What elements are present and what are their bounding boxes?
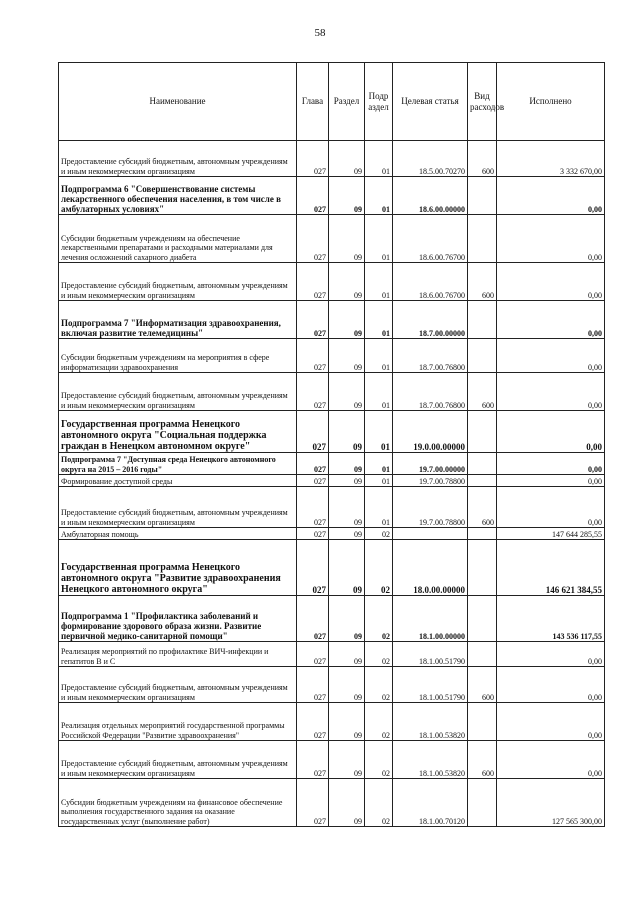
row-name: Предоставление субсидий бюджетным, автономным учреждениям и иным некоммерческим организациям bbox=[59, 263, 297, 301]
row-name: Предоставление субсидий бюджетным, автономным учреждениям и иным некоммерческим организациям bbox=[59, 667, 297, 703]
row-subsection: 01 bbox=[365, 411, 393, 453]
header-name: Наименование bbox=[59, 63, 297, 141]
table-row bbox=[59, 596, 605, 642]
row-name: Государственная программа Ненецкого автономного округа "Развитие здравоохранения Ненецкого автономного округа" bbox=[59, 540, 297, 596]
row-chapter: 027 bbox=[297, 339, 329, 373]
row-subsection: 01 bbox=[365, 475, 393, 487]
table-row bbox=[59, 540, 605, 596]
table-row bbox=[59, 215, 605, 263]
table-row bbox=[59, 642, 605, 667]
row-subsection: 02 bbox=[365, 741, 393, 779]
row-expense-type bbox=[468, 596, 497, 642]
row-name: Субсидии бюджетным учреждениям на обеспечение лекарственными препаратами и расходными материалами для лечения осложнений сахарного диабета bbox=[59, 215, 297, 263]
row-name: Формирование доступной среды bbox=[59, 475, 297, 487]
row-executed: 146 621 384,55 bbox=[497, 540, 605, 596]
row-name: Подпрограмма 1 "Профилактика заболеваний и формирование здорового образа жизни. Развитие первичной медико-санитарной помощи" bbox=[59, 596, 297, 642]
row-executed: 0,00 bbox=[497, 642, 605, 667]
row-expense-type: 600 bbox=[468, 487, 497, 528]
row-target: 18.7.00.76800 bbox=[393, 373, 468, 411]
row-target: 18.1.00.51790 bbox=[393, 642, 468, 667]
row-name: Реализация отдельных мероприятий государственной программы Российской Федерации "Развитие здравоохранения" bbox=[59, 703, 297, 741]
budget-table bbox=[58, 62, 605, 827]
row-subsection: 02 bbox=[365, 703, 393, 741]
table-row bbox=[59, 487, 605, 528]
row-section: 09 bbox=[329, 703, 365, 741]
row-section: 09 bbox=[329, 373, 365, 411]
row-executed: 0,00 bbox=[497, 411, 605, 453]
row-target: 18.5.00.70270 bbox=[393, 141, 468, 177]
row-chapter: 027 bbox=[297, 596, 329, 642]
row-chapter: 027 bbox=[297, 667, 329, 703]
table-row bbox=[59, 453, 605, 475]
table-row bbox=[59, 779, 605, 827]
header-section: Раздел bbox=[329, 63, 365, 141]
row-section: 09 bbox=[329, 528, 365, 540]
row-expense-type bbox=[468, 301, 497, 339]
row-executed: 147 644 285,55 bbox=[497, 528, 605, 540]
row-name: Субсидии бюджетным учреждениям на мероприятия в сфере информатизации здравоохранения bbox=[59, 339, 297, 373]
row-expense-type: 600 bbox=[468, 141, 497, 177]
row-chapter: 027 bbox=[297, 411, 329, 453]
table-row bbox=[59, 373, 605, 411]
row-executed: 0,00 bbox=[497, 703, 605, 741]
row-target: 19.7.00.78800 bbox=[393, 475, 468, 487]
row-section: 09 bbox=[329, 540, 365, 596]
table-row bbox=[59, 263, 605, 301]
row-executed: 0,00 bbox=[497, 263, 605, 301]
row-section: 09 bbox=[329, 642, 365, 667]
row-chapter: 027 bbox=[297, 703, 329, 741]
row-name: Предоставление субсидий бюджетным, автономным учреждениям и иным некоммерческим организациям bbox=[59, 741, 297, 779]
row-chapter: 027 bbox=[297, 301, 329, 339]
row-name: Субсидии бюджетным учреждениям на финансовое обеспечение выполнения государственного задания на оказание государственных услуг (выполнение работ) bbox=[59, 779, 297, 827]
header-subsection bbox=[365, 63, 393, 141]
row-target: 18.6.00.76700 bbox=[393, 215, 468, 263]
page-number: 58 bbox=[314, 27, 326, 39]
row-section: 09 bbox=[329, 741, 365, 779]
row-section: 09 bbox=[329, 779, 365, 827]
header-subsection-text: Подраздел bbox=[368, 90, 389, 112]
table-row bbox=[59, 301, 605, 339]
row-chapter: 027 bbox=[297, 528, 329, 540]
row-section: 09 bbox=[329, 215, 365, 263]
row-subsection: 02 bbox=[365, 528, 393, 540]
table-row bbox=[59, 475, 605, 487]
table-row bbox=[59, 411, 605, 453]
table-header-row bbox=[59, 63, 605, 141]
row-executed: 3 332 670,00 bbox=[497, 141, 605, 177]
row-executed: 0,00 bbox=[497, 177, 605, 215]
row-expense-type bbox=[468, 453, 497, 475]
row-name: Реализация мероприятий по профилактике ВИЧ-инфекции и гепатитов В и С bbox=[59, 642, 297, 667]
row-chapter: 027 bbox=[297, 453, 329, 475]
row-section: 09 bbox=[329, 177, 365, 215]
table-row bbox=[59, 339, 605, 373]
row-expense-type bbox=[468, 339, 497, 373]
row-chapter: 027 bbox=[297, 475, 329, 487]
row-target: 19.0.00.00000 bbox=[393, 411, 468, 453]
header-chapter: Глава bbox=[297, 63, 329, 141]
row-executed: 143 536 117,55 bbox=[497, 596, 605, 642]
row-target: 19.7.00.00000 bbox=[393, 453, 468, 475]
row-section: 09 bbox=[329, 487, 365, 528]
row-target: 18.1.00.00000 bbox=[393, 596, 468, 642]
row-expense-type: 600 bbox=[468, 263, 497, 301]
row-target: 18.0.00.00000 bbox=[393, 540, 468, 596]
row-subsection: 02 bbox=[365, 642, 393, 667]
row-subsection: 01 bbox=[365, 339, 393, 373]
row-name: Подпрограмма 6 "Совершенствование системы лекарственного обеспечения населения, в том числе в амбулаторных условиях" bbox=[59, 177, 297, 215]
row-executed: 0,00 bbox=[497, 339, 605, 373]
table-row bbox=[59, 528, 605, 540]
row-subsection: 01 bbox=[365, 487, 393, 528]
row-expense-type bbox=[468, 540, 497, 596]
row-expense-type bbox=[468, 528, 497, 540]
row-target: 18.6.00.00000 bbox=[393, 177, 468, 215]
row-expense-type bbox=[468, 642, 497, 667]
row-chapter: 027 bbox=[297, 779, 329, 827]
header-expense-type: Вид расходов bbox=[468, 63, 497, 141]
header-executed: Исполнено bbox=[497, 63, 605, 141]
row-expense-type: 600 bbox=[468, 667, 497, 703]
row-subsection: 01 bbox=[365, 141, 393, 177]
row-section: 09 bbox=[329, 141, 365, 177]
row-name: Амбулаторная помощь bbox=[59, 528, 297, 540]
row-subsection: 01 bbox=[365, 177, 393, 215]
row-executed: 0,00 bbox=[497, 215, 605, 263]
row-name: Государственная программа Ненецкого автономного округа "Социальная поддержка граждан в Ненецком автономном округе" bbox=[59, 411, 297, 453]
row-expense-type bbox=[468, 215, 497, 263]
row-chapter: 027 bbox=[297, 642, 329, 667]
row-section: 09 bbox=[329, 475, 365, 487]
table-row bbox=[59, 177, 605, 215]
row-chapter: 027 bbox=[297, 487, 329, 528]
row-expense-type: 600 bbox=[468, 741, 497, 779]
table-row bbox=[59, 703, 605, 741]
row-section: 09 bbox=[329, 453, 365, 475]
row-chapter: 027 bbox=[297, 141, 329, 177]
row-executed: 0,00 bbox=[497, 373, 605, 411]
row-section: 09 bbox=[329, 339, 365, 373]
row-chapter: 027 bbox=[297, 373, 329, 411]
row-executed: 0,00 bbox=[497, 667, 605, 703]
row-name: Подпрограмма 7 "Информатизация здравоохранения, включая развитие телемедицины" bbox=[59, 301, 297, 339]
row-executed: 0,00 bbox=[497, 741, 605, 779]
header-target: Целевая статья bbox=[393, 63, 468, 141]
row-subsection: 01 bbox=[365, 301, 393, 339]
row-subsection: 02 bbox=[365, 667, 393, 703]
row-subsection: 02 bbox=[365, 540, 393, 596]
table-row bbox=[59, 141, 605, 177]
row-target: 18.1.00.51790 bbox=[393, 667, 468, 703]
row-chapter: 027 bbox=[297, 540, 329, 596]
row-expense-type bbox=[468, 703, 497, 741]
row-executed: 0,00 bbox=[497, 301, 605, 339]
row-name: Предоставление субсидий бюджетным, автономным учреждениям и иным некоммерческим организациям bbox=[59, 487, 297, 528]
row-target: 18.7.00.76800 bbox=[393, 339, 468, 373]
row-executed: 0,00 bbox=[497, 453, 605, 475]
row-target bbox=[393, 528, 468, 540]
row-chapter: 027 bbox=[297, 741, 329, 779]
row-subsection: 02 bbox=[365, 596, 393, 642]
row-subsection: 01 bbox=[365, 453, 393, 475]
row-section: 09 bbox=[329, 263, 365, 301]
row-expense-type bbox=[468, 779, 497, 827]
row-section: 09 bbox=[329, 301, 365, 339]
row-name: Предоставление субсидий бюджетным, автономным учреждениям и иным некоммерческим организациям bbox=[59, 141, 297, 177]
row-subsection: 02 bbox=[365, 779, 393, 827]
row-expense-type: 600 bbox=[468, 373, 497, 411]
row-target: 18.6.00.76700 bbox=[393, 263, 468, 301]
row-executed: 127 565 300,00 bbox=[497, 779, 605, 827]
row-name: Предоставление субсидий бюджетным, автономным учреждениям и иным некоммерческим организациям bbox=[59, 373, 297, 411]
row-name: Подпрограмма 7 "Доступная среда Ненецкого автономного округа на 2015 – 2016 годы" bbox=[59, 453, 297, 475]
row-expense-type bbox=[468, 411, 497, 453]
row-section: 09 bbox=[329, 667, 365, 703]
row-chapter: 027 bbox=[297, 177, 329, 215]
row-executed: 0,00 bbox=[497, 475, 605, 487]
row-subsection: 01 bbox=[365, 215, 393, 263]
row-target: 18.1.00.53820 bbox=[393, 703, 468, 741]
table-row bbox=[59, 741, 605, 779]
row-executed: 0,00 bbox=[497, 487, 605, 528]
row-section: 09 bbox=[329, 411, 365, 453]
row-expense-type bbox=[468, 475, 497, 487]
row-target: 19.7.00.78800 bbox=[393, 487, 468, 528]
row-chapter: 027 bbox=[297, 215, 329, 263]
row-section: 09 bbox=[329, 596, 365, 642]
row-target: 18.1.00.70120 bbox=[393, 779, 468, 827]
row-chapter: 027 bbox=[297, 263, 329, 301]
row-target: 18.7.00.00000 bbox=[393, 301, 468, 339]
row-subsection: 01 bbox=[365, 263, 393, 301]
row-target: 18.1.00.53820 bbox=[393, 741, 468, 779]
table-row bbox=[59, 667, 605, 703]
row-expense-type bbox=[468, 177, 497, 215]
row-subsection: 01 bbox=[365, 373, 393, 411]
